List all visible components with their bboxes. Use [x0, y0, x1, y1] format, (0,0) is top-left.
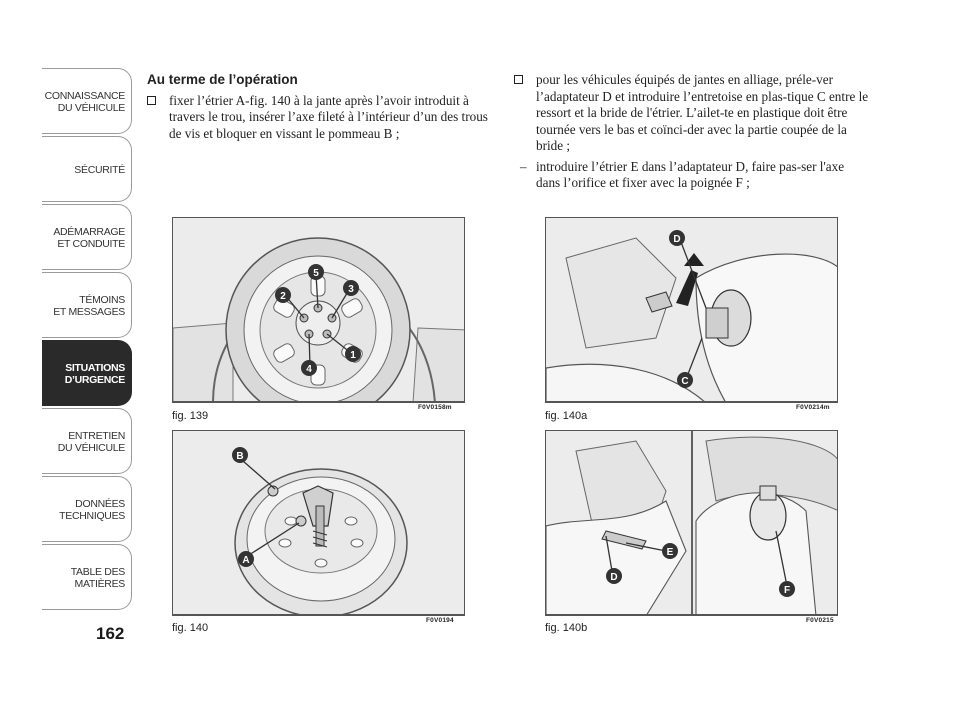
figure-140a-adapter	[545, 217, 838, 402]
caption-rule	[172, 615, 465, 616]
callout-d: D	[610, 572, 618, 583]
callout-2: 2	[280, 291, 286, 302]
callout-4: 4	[306, 364, 312, 375]
tab-label: SITUATIONS D’URGENCE	[64, 362, 125, 386]
tab-label: ADÉMARRAGE ET CONDUITE	[53, 226, 125, 250]
tab-label: TÉMOINS ET MESSAGES	[53, 294, 125, 318]
tab-donnees-techniques[interactable]	[42, 476, 132, 542]
callout-c: C	[681, 376, 689, 387]
figure-140-spare-wheel-clamp	[172, 430, 465, 615]
figure-code: F0V0194	[426, 617, 454, 624]
tab-label: DONNÉES TECHNIQUES	[59, 498, 125, 522]
caption-rule	[172, 402, 465, 403]
section-heading: Au terme de l’opération	[147, 72, 298, 87]
caption-rule	[545, 402, 838, 403]
callout-1: 1	[350, 350, 356, 361]
figure-140b-clamp-handle	[545, 430, 838, 615]
dash-bullet-icon: –	[520, 158, 527, 174]
figure-caption: fig. 140b	[545, 622, 588, 634]
callout-f: F	[783, 585, 791, 596]
tab-securite[interactable]	[42, 136, 132, 202]
figure-caption: fig. 140a	[545, 410, 588, 422]
callout-5: 5	[313, 268, 319, 279]
bullet-text: fixer l’étrier A-fig. 140 à la jante après l’avoir introduit à travers le trou, insérer l’axe fileté à l’intérieur d’un des trous de vis et bloquer en vissant le pommeau B ;	[169, 92, 488, 141]
dash-text: introduire l’étrier E dans l’adaptateur D, faire pas-ser l'axe dans l’orifice et fixer avec la poignée F ;	[536, 158, 845, 190]
page-number: 162	[96, 624, 125, 643]
figure-caption: fig. 139	[172, 410, 209, 422]
checkbox-bullet-icon	[147, 96, 156, 105]
bullet-text: pour les véhicules équipés de jantes en alliage, préle-ver l’adaptateur D et introduire l’entretoise en plas-tique C entre le ressort et la bride de l'étrier. L’ailet-te en plastique doit être tournée vers le bas et coïnci-der avec la partie coupée de la bride ;	[536, 72, 869, 153]
instruction-bullet	[514, 72, 869, 155]
tab-temoins-et-messages[interactable]	[42, 272, 132, 338]
callout-e: E	[666, 547, 674, 558]
right-column	[514, 72, 869, 192]
caption-rule	[545, 615, 838, 616]
tab-label: ENTRETIEN DU VÉHICULE	[57, 430, 125, 454]
figure-code: F0V0158m	[418, 404, 452, 411]
instruction-dash	[514, 159, 869, 192]
tab-demarrage-et-conduite[interactable]	[42, 204, 132, 270]
callout-d: D	[673, 234, 681, 245]
figure-code: F0V0215	[806, 617, 834, 624]
figure-139-wheel-bolts	[172, 217, 465, 402]
callout-a: A	[242, 555, 250, 566]
figure-caption: fig. 140	[172, 622, 209, 634]
checkbox-bullet-icon	[514, 75, 523, 84]
tab-label: CONNAISSANCE DU VÉHICULE	[44, 90, 125, 114]
tab-label: TABLE DES MATIÈRES	[70, 566, 125, 590]
instruction-bullet	[147, 93, 497, 143]
tab-label: SÉCURITÉ	[74, 164, 125, 176]
tab-situations-d-urgence[interactable]	[42, 340, 132, 406]
callout-b: B	[236, 451, 244, 462]
figure-code: F0V0214m	[796, 404, 830, 411]
tab-table-des-matieres[interactable]	[42, 544, 132, 610]
callout-3: 3	[348, 284, 354, 295]
left-column	[147, 72, 497, 142]
tab-entretien-du-vehicule[interactable]	[42, 408, 132, 474]
tab-connaissance-du-vehicule[interactable]	[42, 68, 132, 134]
